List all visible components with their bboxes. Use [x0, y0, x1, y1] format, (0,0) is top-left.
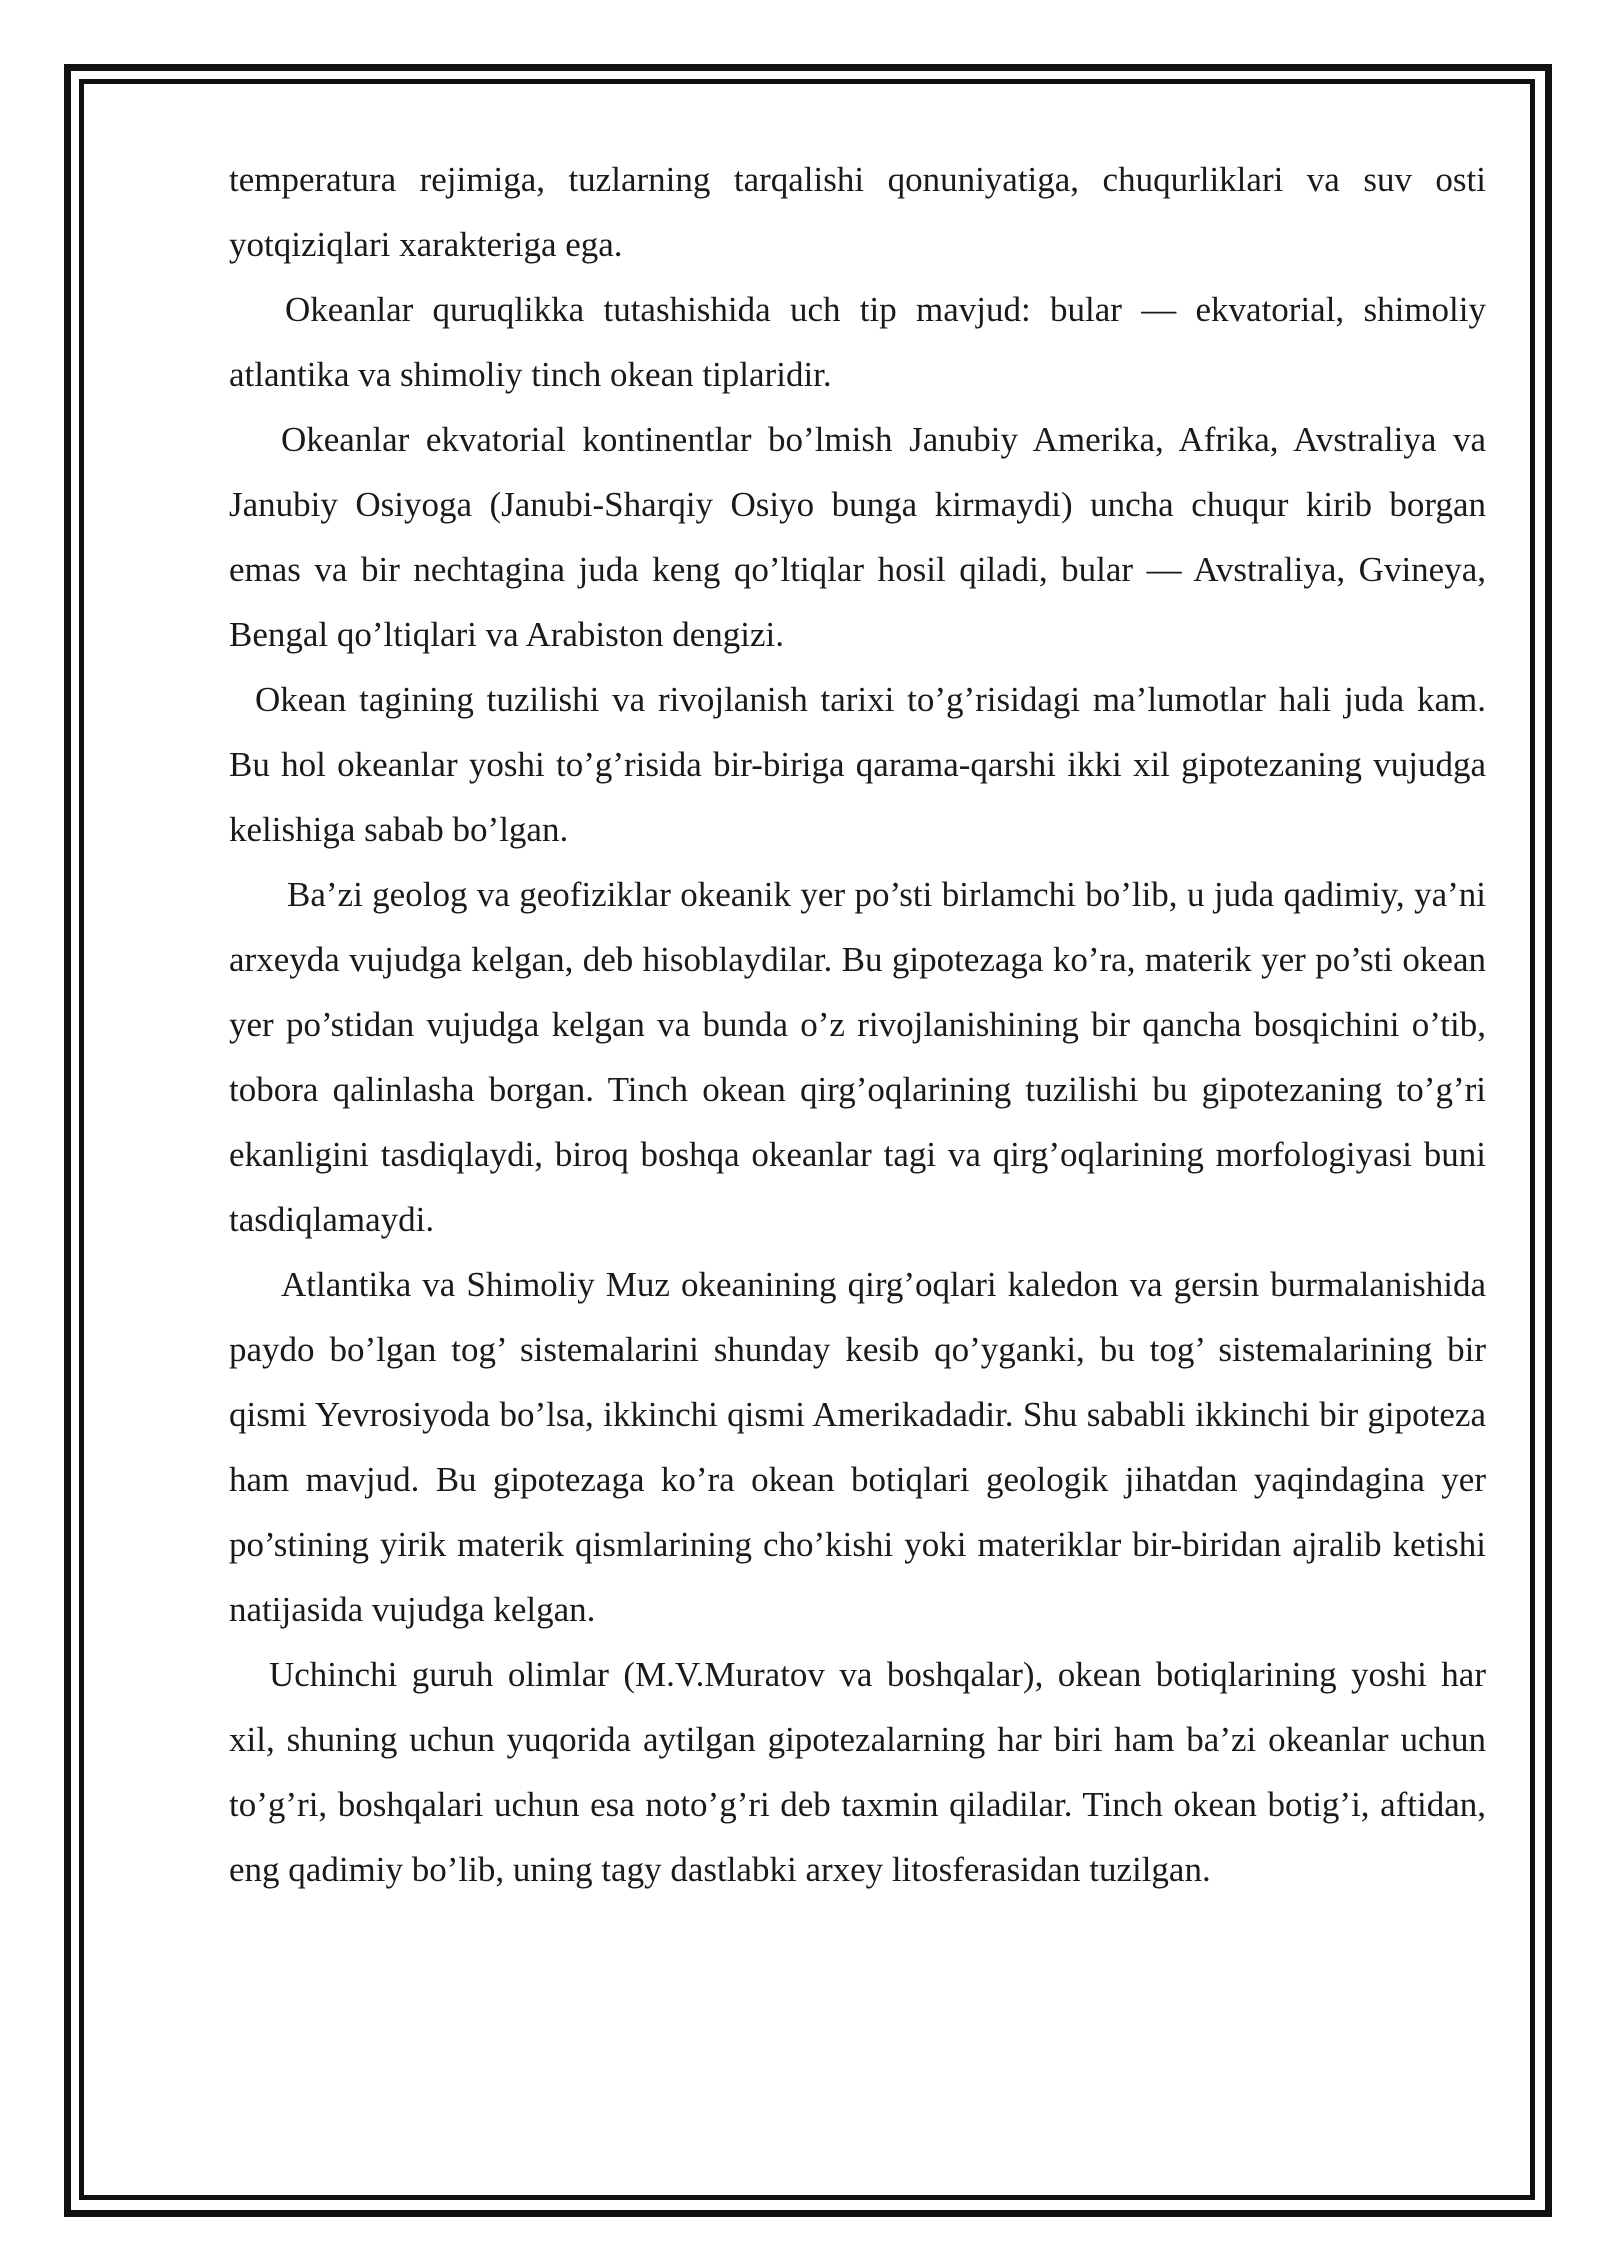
document-body — [229, 147, 1486, 1902]
paragraph-5: Ba’zi geolog va geofiziklar okeanik yer po’sti birlamchi bo’lib, u juda qadimiy, ya’ni arxeyda vujudga kelgan, deb hisoblaydilar. Bu gipotezaga ko’ra, materik yer po’sti okean yer po’stidan vujudga kelgan va bunda o’z rivojlanishining bir qancha bosqichini o’tib, tobora qalinlasha borgan. Tinch okean qirg’oqlarining tuzilishi bu gipotezaning to’g’ri ekanligini tasdiqlaydi, biroq boshqa okeanlar tagi va qirg’oqlarining morfologiyasi buni tasdiqlamaydi. — [229, 875, 1486, 1239]
paragraph-2: Okeanlar quruqlikka tutashishida uch tip mavjud: bular — ekvatorial, shimoliy atlantika va shimoliy tinch okean tiplaridir. — [229, 290, 1486, 394]
paragraph-7: Uchinchi guruh olimlar (M.V.Muratov va boshqalar), okean botiqlarining yoshi har xil, shuning uchun yuqorida aytilgan gipotezalarning har biri ham ba’zi okeanlar uchun to’g’ri, boshqalari uchun esa noto’g’ri deb taxmin qiladilar. Tinch okean botig’i, aftidan, eng qadimiy bo’lib, uning tagy dastlabki arxey litosferasidan tuzilgan. — [229, 1655, 1486, 1889]
paragraph-1: temperatura rejimiga, tuzlarning tarqalishi qonuniyatiga, chuqurliklari va suv osti yotqiziqlari xarakteriga ega. — [229, 160, 1486, 264]
paragraph-3: Okeanlar ekvatorial kontinentlar bo’lmish Janubiy Amerika, Afrika, Avstraliya va Janubiy Osiyoga (Janubi-Sharqiy Osiyo bunga kirmaydi) uncha chuqur kirib borgan emas va bir nechtagina juda keng qo’ltiqlar hosil qiladi, bular — Avstraliya, Gvineya, Bengal qo’ltiqlari va Arabiston dengizi. — [229, 420, 1486, 654]
paragraph-4: Okean tagining tuzilishi va rivojlanish tarixi to’g’risidagi ma’lumotlar hali juda kam. Bu hol okeanlar yoshi to’g’risida bir-biriga qarama-qarshi ikki xil gipotezaning vujudga kelishiga sabab bo’lgan. — [229, 680, 1486, 849]
paragraph-6: Atlantika va Shimoliy Muz okeanining qirg’oqlari kaledon va gersin burmalanishida paydo bo’lgan tog’ sistemalarini shunday kesib qo’yganki, bu tog’ sistemalarining bir qismi Yevrosiyoda bo’lsa, ikkinchi qismi Amerikadadir. Shu sababli ikkinchi bir gipoteza ham mavjud. Bu gipotezaga ko’ra okean botiqlari geologik jihatdan yaqindagina yer po’stining yirik materik qismlarining cho’kishi yoki materiklar bir-biridan ajralib ketishi natijasida vujudga kelgan. — [229, 1265, 1486, 1629]
